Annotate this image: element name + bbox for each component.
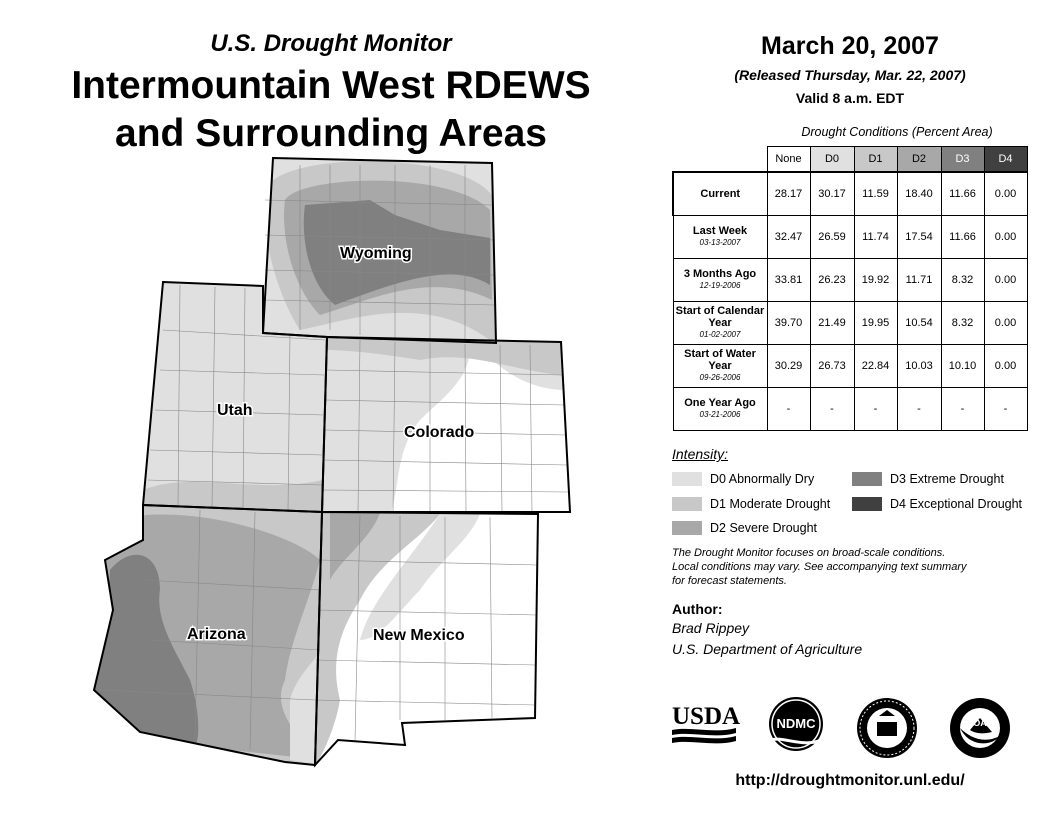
author-label: Author: [672, 601, 723, 617]
table-cell: 11.66 [941, 216, 984, 259]
column-header-d1: D1 [854, 147, 897, 173]
ndmc-logo-text: NDMC [776, 716, 816, 731]
table-cell: 30.29 [767, 345, 810, 388]
table-cell: 0.00 [984, 345, 1027, 388]
author-org: U.S. Department of Agriculture [672, 641, 863, 657]
noaa-logo [948, 696, 1012, 760]
table-cell: 8.32 [941, 259, 984, 302]
table-cell: 30.17 [810, 172, 854, 216]
legend-item-d0 [672, 472, 814, 486]
table-cell: 32.47 [767, 216, 810, 259]
disclaimer-line2: Local conditions may vary. See accompanying text summary [672, 561, 967, 573]
usda-logo-text: USDA [672, 703, 740, 730]
map-title-line1: Intermountain West RDEWS [71, 64, 591, 107]
table-header-row [673, 147, 1027, 173]
table-cell: 22.84 [854, 345, 897, 388]
table-cell: 17.54 [897, 216, 941, 259]
author-name: Brad Rippey [672, 620, 750, 636]
state-label-wyoming: Wyoming [340, 245, 412, 262]
row-label [673, 216, 767, 259]
table-cell: 19.92 [854, 259, 897, 302]
table-cell: - [897, 388, 941, 431]
row-label [673, 388, 767, 431]
table-cell: 11.74 [854, 216, 897, 259]
disclaimer-line3: for forecast statements. [672, 575, 787, 587]
legend-item-d3 [852, 472, 1004, 486]
table-cell: 11.71 [897, 259, 941, 302]
table-cell: 26.23 [810, 259, 854, 302]
row-label-text: Start of Calendar Year [675, 305, 765, 329]
row-label [673, 345, 767, 388]
row-label-date: 12-19-2006 [699, 281, 741, 290]
valid-time: Valid 8 a.m. EDT [795, 90, 905, 106]
state-label-colorado: Colorado [404, 424, 475, 441]
drought-conditions-table [672, 146, 1028, 431]
state-label-arizona: Arizona [187, 626, 246, 643]
website-link[interactable]: http://droughtmonitor.unl.edu/ [735, 772, 965, 789]
table-cell: - [767, 388, 810, 431]
legend-swatch-d3 [852, 472, 882, 486]
column-header-d4: D4 [984, 147, 1027, 173]
legend-label-d3: D3 Extreme Drought [890, 472, 1004, 486]
legend-item-d4 [852, 497, 1022, 511]
state-label-new-mexico: New Mexico [373, 627, 465, 644]
table-cell: 39.70 [767, 302, 810, 345]
row-label [673, 259, 767, 302]
row-label-text: 3 Months Ago [683, 268, 757, 280]
commerce-seal-icon [855, 696, 919, 760]
disclaimer [672, 546, 1032, 588]
column-header-none: None [767, 147, 810, 173]
row-label-text: Start of Water Year [684, 348, 756, 372]
row-label-date: 01-02-2007 [699, 330, 741, 339]
table-cell: 33.81 [767, 259, 810, 302]
table-cell: 10.54 [897, 302, 941, 345]
legend-label-d1: D1 Moderate Drought [710, 497, 831, 511]
table-cell: 11.59 [854, 172, 897, 216]
table-row [673, 302, 1027, 345]
table-cell: 8.32 [941, 302, 984, 345]
noaa-logo-text: NOAA [966, 718, 994, 728]
table-cell: - [854, 388, 897, 431]
table-row [673, 345, 1027, 388]
release-date: (Released Thursday, Mar. 22, 2007) [734, 67, 966, 83]
table-cell: 0.00 [984, 216, 1027, 259]
legend-label-d4: D4 Exceptional Drought [890, 497, 1023, 511]
legend-item-d1 [672, 497, 830, 511]
state-label-utah: Utah [217, 402, 253, 419]
table-caption: Drought Conditions (Percent Area) [801, 125, 993, 139]
table-corner [673, 147, 767, 173]
legend-swatch-d1 [672, 497, 702, 511]
map-date: March 20, 2007 [761, 32, 939, 60]
legend-swatch-d4 [852, 497, 882, 511]
table-row [673, 259, 1027, 302]
table-cell: 10.03 [897, 345, 941, 388]
table-cell: 21.49 [810, 302, 854, 345]
row-label-date: 03-13-2007 [699, 238, 741, 247]
column-header-d2: D2 [897, 147, 941, 173]
table-cell: 0.00 [984, 259, 1027, 302]
drought-map [0, 150, 600, 770]
table-cell: 26.73 [810, 345, 854, 388]
table-cell: 26.59 [810, 216, 854, 259]
column-header-d3: D3 [941, 147, 984, 173]
row-label-text: Current [700, 188, 741, 200]
legend-swatch-d0 [672, 472, 702, 486]
table-row [673, 388, 1027, 431]
table-cell: - [810, 388, 854, 431]
legend-label-d2: D2 Severe Drought [710, 521, 818, 535]
legend-item-d2 [672, 521, 817, 535]
table-row [673, 172, 1027, 216]
column-header-d0: D0 [810, 147, 854, 173]
table-cell: 28.17 [767, 172, 810, 216]
map-subtitle: U.S. Drought Monitor [210, 30, 452, 57]
row-label-date: 03-21-2006 [699, 410, 741, 419]
ndmc-logo [763, 696, 829, 756]
map-title-line2: and Surrounding Areas [115, 112, 547, 155]
table-cell: 0.00 [984, 302, 1027, 345]
table-cell: - [941, 388, 984, 431]
disclaimer-line1: The Drought Monitor focuses on broad-scale conditions. [672, 547, 946, 559]
table-cell: 11.66 [941, 172, 984, 216]
table-cell: 0.00 [984, 172, 1027, 216]
table-cell: 19.95 [854, 302, 897, 345]
usda-logo [670, 700, 740, 748]
legend-title: Intensity: [672, 446, 729, 462]
table-cell: - [984, 388, 1027, 431]
legend-swatch-d2 [672, 521, 702, 535]
row-label [673, 302, 767, 345]
table-cell: 10.10 [941, 345, 984, 388]
row-label-text: One Year Ago [684, 397, 756, 409]
row-label-text: Last Week [692, 225, 748, 237]
row-label-date: 09-26-2006 [699, 373, 741, 382]
table-row [673, 216, 1027, 259]
table-cell: 18.40 [897, 172, 941, 216]
row-label [673, 172, 767, 216]
legend-label-d0: D0 Abnormally Dry [710, 472, 815, 486]
